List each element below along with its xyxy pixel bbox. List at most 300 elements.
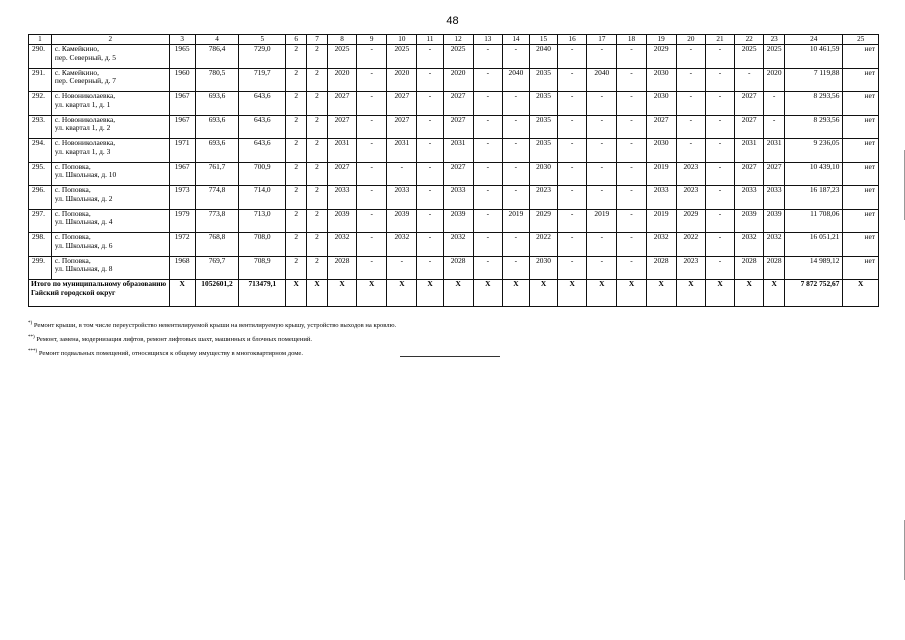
- address-cell: [51, 45, 169, 69]
- table-cell: -: [502, 233, 529, 257]
- table-cell: 2028: [735, 256, 764, 280]
- column-header: 25: [843, 35, 879, 45]
- table-cell: 2035: [529, 139, 557, 163]
- column-header: 21: [705, 35, 734, 45]
- table-cell: 2: [307, 162, 328, 186]
- address-cell: [51, 233, 169, 257]
- table-cell: 693,6: [195, 115, 239, 139]
- table-row: [29, 256, 879, 280]
- total-cell: X: [502, 280, 529, 307]
- table-cell: 643,6: [239, 115, 286, 139]
- footnotes: [28, 318, 396, 360]
- column-header: 5: [239, 35, 286, 45]
- table-cell: 2030: [646, 92, 676, 116]
- table-cell: 2025: [327, 45, 356, 69]
- total-label: Итого по муниципальному образованию Гайский городской округ: [29, 280, 170, 307]
- table-cell: -: [558, 68, 587, 92]
- table-cell: 2: [286, 162, 307, 186]
- table-cell: 1971: [169, 139, 195, 163]
- table-cell: 2: [286, 68, 307, 92]
- table-cell: -: [357, 92, 387, 116]
- table-cell: 2: [286, 209, 307, 233]
- table-cell: 2031: [735, 139, 764, 163]
- address-cell: [51, 139, 169, 163]
- table-cell: нет: [843, 256, 879, 280]
- table-cell: 2032: [735, 233, 764, 257]
- table-cell: -: [617, 256, 646, 280]
- column-header: 6: [286, 35, 307, 45]
- row-number: 291.: [29, 68, 52, 92]
- address-line: ул. Школьная, д. 6: [54, 240, 113, 250]
- table-cell: 1979: [169, 209, 195, 233]
- table-cell: -: [764, 115, 785, 139]
- address-cell: [51, 68, 169, 92]
- footnote: [28, 332, 396, 346]
- table-cell: 2030: [646, 68, 676, 92]
- table-cell: -: [705, 209, 734, 233]
- column-header: 13: [473, 35, 502, 45]
- total-cell: X: [558, 280, 587, 307]
- table-cell: 2029: [646, 45, 676, 69]
- table-cell: 2: [286, 233, 307, 257]
- row-number: 294.: [29, 139, 52, 163]
- table-cell: -: [705, 115, 734, 139]
- column-header: 3: [169, 35, 195, 45]
- table-cell: 2039: [387, 209, 417, 233]
- footnote-text: Ремонт крыши, в том числе переустройство невентилируемой крыши на вентилируемую крышу, устройство выходов на кровлю.: [33, 322, 397, 329]
- table-cell: 2023: [676, 162, 705, 186]
- total-cell: X: [587, 280, 617, 307]
- table-cell: 2025: [735, 45, 764, 69]
- column-header: 11: [417, 35, 443, 45]
- table-cell: 11 708,06: [785, 209, 843, 233]
- address-line: ул. квартал 1, д. 3: [54, 146, 111, 156]
- table-cell: 10 439,10: [785, 162, 843, 186]
- table-cell: -: [587, 45, 617, 69]
- table-row: [29, 115, 879, 139]
- end-of-table-rule: [400, 356, 500, 357]
- table-cell: 2027: [327, 162, 356, 186]
- address-cell: [51, 92, 169, 116]
- table-cell: -: [502, 162, 529, 186]
- table-cell: -: [558, 162, 587, 186]
- total-cell: 1052601,2: [195, 280, 239, 307]
- table-cell: 774,8: [195, 186, 239, 210]
- table-cell: -: [357, 162, 387, 186]
- table-cell: 2033: [443, 186, 473, 210]
- table-cell: -: [417, 68, 443, 92]
- table-cell: 2031: [443, 139, 473, 163]
- address-line: с. Новониколаевка,: [54, 138, 116, 147]
- row-number: 295.: [29, 162, 52, 186]
- table-cell: -: [705, 139, 734, 163]
- table-cell: 2027: [764, 162, 785, 186]
- table-cell: 2: [307, 256, 328, 280]
- table-cell: -: [705, 186, 734, 210]
- table-cell: 2039: [764, 209, 785, 233]
- table-cell: 773,8: [195, 209, 239, 233]
- table-cell: 2022: [676, 233, 705, 257]
- table-cell: 10 461,59: [785, 45, 843, 69]
- table-cell: 2: [286, 186, 307, 210]
- table-cell: 2: [286, 92, 307, 116]
- table-cell: 2039: [443, 209, 473, 233]
- row-number: 299.: [29, 256, 52, 280]
- address-cell: [51, 209, 169, 233]
- table-cell: 2: [307, 209, 328, 233]
- table-cell: нет: [843, 233, 879, 257]
- column-header: 8: [327, 35, 356, 45]
- table-cell: 2028: [646, 256, 676, 280]
- total-cell: X: [473, 280, 502, 307]
- table-cell: 2040: [529, 45, 557, 69]
- total-cell: X: [764, 280, 785, 307]
- table-cell: 700,9: [239, 162, 286, 186]
- table-cell: -: [705, 233, 734, 257]
- address-line: с. Новониколаевка,: [54, 115, 116, 124]
- table-cell: -: [502, 256, 529, 280]
- address-line: с. Поповка,: [54, 162, 91, 171]
- footnote: [28, 318, 396, 332]
- address-line: ул. квартал 1, д. 1: [54, 99, 111, 109]
- table-cell: -: [676, 139, 705, 163]
- footnote-text: Ремонт подвальных помещений, относящихся к общему имуществу в многоквартирном доме.: [38, 350, 304, 357]
- table-cell: 2040: [587, 68, 617, 92]
- table-cell: 2027: [443, 162, 473, 186]
- table-cell: 2020: [327, 68, 356, 92]
- table-cell: 1965: [169, 45, 195, 69]
- table-cell: -: [357, 256, 387, 280]
- address-line: ул. Школьная, д. 2: [54, 193, 113, 203]
- column-header: 20: [676, 35, 705, 45]
- column-header: 23: [764, 35, 785, 45]
- table-cell: 2033: [327, 186, 356, 210]
- table-cell: 713,0: [239, 209, 286, 233]
- table-cell: -: [357, 68, 387, 92]
- address-cell: [51, 256, 169, 280]
- table-cell: -: [417, 233, 443, 257]
- total-cell: 713479,1: [239, 280, 286, 307]
- table-cell: 2: [286, 256, 307, 280]
- table-row: [29, 139, 879, 163]
- table-cell: 14 989,12: [785, 256, 843, 280]
- address-cell: [51, 115, 169, 139]
- address-line: ул. Школьная, д. 4: [54, 217, 113, 227]
- table-cell: 2032: [327, 233, 356, 257]
- table-cell: -: [473, 256, 502, 280]
- address-line: с. Поповка,: [54, 209, 91, 218]
- column-header: 9: [357, 35, 387, 45]
- table-cell: -: [558, 186, 587, 210]
- table-cell: 2: [307, 186, 328, 210]
- column-header: 18: [617, 35, 646, 45]
- table-row: [29, 209, 879, 233]
- column-header: 1: [29, 35, 52, 45]
- row-number: 296.: [29, 186, 52, 210]
- table-cell: 1973: [169, 186, 195, 210]
- table-cell: -: [587, 186, 617, 210]
- table-cell: нет: [843, 139, 879, 163]
- column-header: 24: [785, 35, 843, 45]
- table-cell: 786,4: [195, 45, 239, 69]
- table-cell: 7 119,88: [785, 68, 843, 92]
- table-cell: 643,6: [239, 92, 286, 116]
- table-cell: -: [417, 186, 443, 210]
- table-row: [29, 92, 879, 116]
- table-cell: 708,0: [239, 233, 286, 257]
- table-cell: нет: [843, 162, 879, 186]
- address-line: с. Камейкино,: [54, 68, 99, 77]
- row-number: 298.: [29, 233, 52, 257]
- table-cell: нет: [843, 45, 879, 69]
- table-cell: 8 293,56: [785, 115, 843, 139]
- total-cell: X: [327, 280, 356, 307]
- total-cell: X: [387, 280, 417, 307]
- table-cell: 2029: [676, 209, 705, 233]
- table-cell: -: [676, 92, 705, 116]
- table-cell: -: [502, 186, 529, 210]
- table-cell: -: [558, 115, 587, 139]
- address-line: с. Новониколаевка,: [54, 91, 116, 100]
- column-number-row: [29, 35, 879, 45]
- table-cell: -: [558, 233, 587, 257]
- table-cell: -: [587, 139, 617, 163]
- table-cell: -: [473, 68, 502, 92]
- table-cell: 714,0: [239, 186, 286, 210]
- address-line: с. Поповка,: [54, 232, 91, 241]
- table-cell: 2027: [443, 115, 473, 139]
- table-cell: 2027: [327, 92, 356, 116]
- table-cell: -: [558, 45, 587, 69]
- table-cell: -: [617, 92, 646, 116]
- table-cell: 1967: [169, 162, 195, 186]
- footnote-mark: **): [28, 335, 35, 340]
- total-cell: X: [286, 280, 307, 307]
- table-cell: -: [676, 68, 705, 92]
- table-row: [29, 45, 879, 69]
- table-cell: -: [387, 162, 417, 186]
- table-cell: 2: [307, 45, 328, 69]
- total-cell: X: [705, 280, 734, 307]
- column-header: 19: [646, 35, 676, 45]
- table-cell: 769,7: [195, 256, 239, 280]
- table-cell: -: [357, 209, 387, 233]
- table-cell: -: [617, 233, 646, 257]
- table-cell: 2: [307, 139, 328, 163]
- table-cell: -: [417, 92, 443, 116]
- total-cell: X: [676, 280, 705, 307]
- table-cell: -: [587, 233, 617, 257]
- table-cell: нет: [843, 209, 879, 233]
- total-cell: X: [646, 280, 676, 307]
- column-header: 2: [51, 35, 169, 45]
- total-cell: X: [417, 280, 443, 307]
- table-cell: 2035: [529, 115, 557, 139]
- table-cell: 2027: [735, 92, 764, 116]
- table-cell: 2020: [443, 68, 473, 92]
- address-line: ул. Школьная, д. 10: [54, 170, 117, 180]
- table-cell: -: [558, 139, 587, 163]
- table-cell: 2027: [735, 115, 764, 139]
- table-cell: 2020: [764, 68, 785, 92]
- column-header: 22: [735, 35, 764, 45]
- table-cell: -: [676, 45, 705, 69]
- table-cell: 2032: [764, 233, 785, 257]
- table-cell: 2: [307, 115, 328, 139]
- table-cell: 16 051,21: [785, 233, 843, 257]
- row-number: 290.: [29, 45, 52, 69]
- table-cell: 2019: [587, 209, 617, 233]
- table-cell: 719,7: [239, 68, 286, 92]
- table-cell: -: [473, 186, 502, 210]
- table-cell: 1967: [169, 115, 195, 139]
- table-cell: 1968: [169, 256, 195, 280]
- column-header: 10: [387, 35, 417, 45]
- table-cell: 708,9: [239, 256, 286, 280]
- table-cell: 2032: [646, 233, 676, 257]
- table-cell: нет: [843, 68, 879, 92]
- table-cell: -: [617, 162, 646, 186]
- table-cell: -: [558, 256, 587, 280]
- table-cell: -: [417, 115, 443, 139]
- column-header: 12: [443, 35, 473, 45]
- table-cell: 2: [286, 45, 307, 69]
- footnote-mark: *): [28, 321, 33, 326]
- table-cell: 2027: [327, 115, 356, 139]
- total-cell: X: [843, 280, 879, 307]
- table-cell: 2030: [529, 162, 557, 186]
- table-cell: -: [473, 209, 502, 233]
- table-cell: 2020: [387, 68, 417, 92]
- address-line: пер. Северный, д. 7: [54, 76, 116, 86]
- table-cell: 2: [307, 68, 328, 92]
- table-cell: -: [357, 233, 387, 257]
- table-cell: 2032: [387, 233, 417, 257]
- table-row: [29, 233, 879, 257]
- table-cell: нет: [843, 186, 879, 210]
- table-cell: -: [617, 209, 646, 233]
- table-cell: -: [705, 68, 734, 92]
- column-header: 14: [502, 35, 529, 45]
- table-cell: 729,0: [239, 45, 286, 69]
- table-cell: -: [617, 45, 646, 69]
- table-cell: 2028: [764, 256, 785, 280]
- table-cell: 2031: [387, 139, 417, 163]
- table-cell: 2023: [529, 186, 557, 210]
- table-cell: -: [417, 139, 443, 163]
- table-cell: 2039: [735, 209, 764, 233]
- table-cell: 2031: [764, 139, 785, 163]
- table-cell: -: [587, 115, 617, 139]
- table-cell: -: [357, 139, 387, 163]
- table-row: [29, 162, 879, 186]
- table-cell: -: [617, 139, 646, 163]
- address-line: ул. квартал 1, д. 2: [54, 123, 111, 133]
- table-cell: -: [502, 139, 529, 163]
- page-number: 48: [446, 15, 459, 27]
- total-row: [29, 280, 879, 307]
- table-cell: 2027: [387, 92, 417, 116]
- table-cell: 2033: [387, 186, 417, 210]
- column-header: 17: [587, 35, 617, 45]
- table-cell: 2022: [529, 233, 557, 257]
- address-cell: [51, 162, 169, 186]
- total-cell: X: [529, 280, 557, 307]
- table-cell: 2025: [387, 45, 417, 69]
- table-cell: 2032: [443, 233, 473, 257]
- table-cell: 2040: [502, 68, 529, 92]
- table-cell: 2028: [443, 256, 473, 280]
- table-cell: 2031: [327, 139, 356, 163]
- column-header: 15: [529, 35, 557, 45]
- total-cell: X: [357, 280, 387, 307]
- table-cell: 2019: [646, 209, 676, 233]
- table-cell: -: [357, 45, 387, 69]
- row-number: 292.: [29, 92, 52, 116]
- footnote: [28, 346, 396, 360]
- table-cell: -: [357, 186, 387, 210]
- table-cell: 2028: [327, 256, 356, 280]
- table-cell: -: [705, 45, 734, 69]
- column-header: 4: [195, 35, 239, 45]
- address-cell: [51, 186, 169, 210]
- table-cell: 2: [307, 233, 328, 257]
- column-header: 16: [558, 35, 587, 45]
- table-cell: -: [387, 256, 417, 280]
- table-cell: 2019: [646, 162, 676, 186]
- footnote-mark: ***): [28, 349, 38, 354]
- footnote-text: Ремонт, замена, модернизация лифтов, ремонт лифтовых шахт, машинных и блочных помещений.: [36, 336, 313, 343]
- table-cell: -: [617, 186, 646, 210]
- total-cell: X: [443, 280, 473, 307]
- table-cell: -: [587, 162, 617, 186]
- table-cell: -: [473, 139, 502, 163]
- address-line: с. Поповка,: [54, 185, 91, 194]
- table-cell: -: [764, 92, 785, 116]
- table-cell: 693,6: [195, 92, 239, 116]
- table-cell: 2033: [764, 186, 785, 210]
- table-cell: -: [502, 45, 529, 69]
- table-cell: -: [617, 68, 646, 92]
- table-cell: 780,5: [195, 68, 239, 92]
- row-number: 293.: [29, 115, 52, 139]
- table-cell: 2019: [502, 209, 529, 233]
- total-cell: X: [735, 280, 764, 307]
- table-cell: -: [417, 162, 443, 186]
- table-cell: -: [357, 115, 387, 139]
- table-cell: -: [473, 115, 502, 139]
- table-cell: 2029: [529, 209, 557, 233]
- table-cell: 2030: [646, 139, 676, 163]
- table-cell: 768,8: [195, 233, 239, 257]
- table-cell: 2: [286, 115, 307, 139]
- table-cell: 2033: [646, 186, 676, 210]
- address-line: с. Поповка,: [54, 256, 91, 265]
- total-cell: X: [307, 280, 328, 307]
- table-cell: 2023: [676, 186, 705, 210]
- table-cell: -: [558, 92, 587, 116]
- table-cell: -: [502, 115, 529, 139]
- table-cell: нет: [843, 115, 879, 139]
- table-cell: 1972: [169, 233, 195, 257]
- table-row: [29, 68, 879, 92]
- total-cell: X: [169, 280, 195, 307]
- table-cell: -: [473, 45, 502, 69]
- total-cell: 7 872 752,67: [785, 280, 843, 307]
- table-cell: 761,7: [195, 162, 239, 186]
- table-cell: -: [705, 256, 734, 280]
- table-cell: 2027: [646, 115, 676, 139]
